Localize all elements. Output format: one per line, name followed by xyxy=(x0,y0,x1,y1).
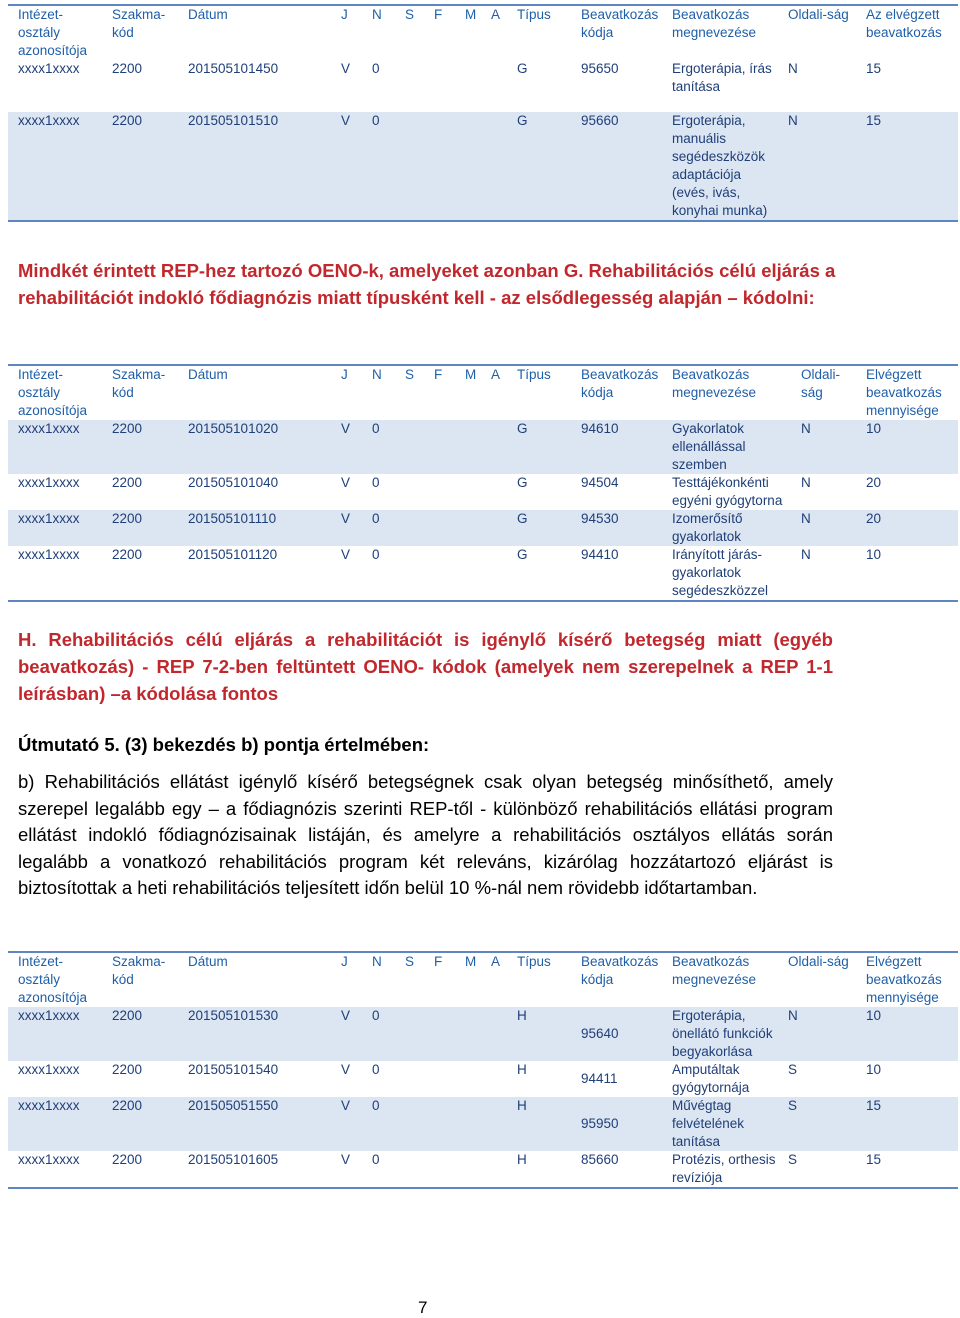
cell-n: 0 xyxy=(372,475,380,490)
cell-side: N xyxy=(791,420,856,474)
table-row xyxy=(8,420,958,474)
table-row xyxy=(8,1097,958,1151)
col-header: Szakma-kód xyxy=(112,954,166,987)
procedure-table-1 xyxy=(8,4,958,222)
cell-date: 201505101450 xyxy=(188,61,279,76)
cell-date: 201505101530 xyxy=(178,1007,331,1061)
col-header: N xyxy=(372,7,382,22)
cell-f xyxy=(424,60,455,96)
col-header: M xyxy=(465,7,477,22)
table-row xyxy=(8,474,958,510)
col-header: M xyxy=(465,367,477,382)
col-header: S xyxy=(405,954,415,969)
cell-specialty: 2200 xyxy=(102,1007,178,1061)
cell-j: V xyxy=(331,112,362,221)
cell-type: H xyxy=(517,1152,527,1167)
cell-type: H xyxy=(507,1097,571,1151)
cell-date: 201505101110 xyxy=(178,510,331,546)
cell-side: S xyxy=(788,1152,798,1167)
cell-date: 201505101120 xyxy=(188,547,278,562)
col-header: A xyxy=(491,7,501,22)
cell-code: 94610 xyxy=(571,420,662,474)
cell-institution: xxxx1xxxx xyxy=(18,475,80,490)
cell-s xyxy=(395,60,424,96)
cell-a xyxy=(481,60,507,96)
col-header: Beavatkozás kódja xyxy=(581,7,659,40)
cell-type: G xyxy=(517,61,528,76)
cell-type: G xyxy=(507,510,571,546)
table-row xyxy=(8,546,958,601)
col-header: Intézet-osztály azonosítója xyxy=(18,954,88,1005)
cell-side: N xyxy=(801,475,811,490)
col-header: Oldali-ság xyxy=(788,7,849,22)
cell-type: G xyxy=(517,475,528,490)
col-header: Típus xyxy=(517,367,551,382)
table-row xyxy=(8,510,958,546)
col-header: Az elvégzett beavatkozás xyxy=(866,7,942,40)
procedure-table-3 xyxy=(8,951,958,1189)
cell-name: Művégtag felvételének tanítása xyxy=(662,1097,778,1151)
cell-date: 201505101510 xyxy=(178,112,331,221)
cell-quantity: 10 xyxy=(866,547,882,562)
cell-date: 201505101020 xyxy=(178,420,331,474)
col-header: Beavatkozás megnevezése xyxy=(672,367,757,400)
cell-side: S xyxy=(788,1062,798,1077)
cell-name: Ergoterápia, önellátó funkciók begyakorlása xyxy=(662,1007,778,1061)
col-header: Elvégzett beavatkozás mennyisége xyxy=(866,367,942,418)
table-header-row xyxy=(8,952,958,1007)
table-row xyxy=(8,1007,958,1061)
col-header: Beavatkozás kódja xyxy=(581,367,659,400)
cell-j: V xyxy=(341,475,351,490)
col-header: Típus xyxy=(517,954,551,969)
col-header: Dátum xyxy=(188,7,228,22)
col-header: Szakma-kód xyxy=(112,7,166,40)
cell-name: Amputáltak gyógytornája xyxy=(672,1062,750,1095)
cell-name: Irányított járás-gyakorlatok segédeszközzel xyxy=(672,547,769,598)
cell-institution: xxxx1xxxx xyxy=(8,1097,102,1151)
col-header: Szakma-kód xyxy=(112,367,166,400)
col-header: Elvégzett beavatkozás mennyisége xyxy=(866,954,942,1005)
cell-side: N xyxy=(801,547,811,562)
cell-j: V xyxy=(341,61,351,76)
cell-institution: xxxx1xxxx xyxy=(8,510,102,546)
cell-j: V xyxy=(331,420,362,474)
cell-j: V xyxy=(341,1152,351,1167)
col-header: S xyxy=(405,367,415,382)
cell-type: G xyxy=(507,112,571,221)
cell-type: H xyxy=(507,1007,571,1061)
cell-side: N xyxy=(791,510,856,546)
table-row xyxy=(8,1151,958,1188)
cell-name: Protézis, orthesis revíziója xyxy=(672,1152,776,1185)
table-row xyxy=(8,60,958,96)
cell-quantity: 15 xyxy=(856,1097,958,1151)
col-header: A xyxy=(491,367,501,382)
cell-code: 94530 xyxy=(571,510,662,546)
table-header-row xyxy=(8,5,958,60)
cell-code: 94411 xyxy=(581,1071,618,1086)
col-header: Dátum xyxy=(188,367,228,382)
cell-institution: xxxx1xxxx xyxy=(18,547,80,562)
cell-institution: xxxx1xxxx xyxy=(18,1152,80,1167)
cell-quantity: 10 xyxy=(856,1007,958,1061)
cell-quantity: 15 xyxy=(856,112,958,221)
col-header: M xyxy=(465,954,477,969)
col-header: F xyxy=(434,954,443,969)
cell-quantity: 15 xyxy=(866,61,882,76)
cell-side: S xyxy=(778,1097,856,1151)
cell-date: 201505101540 xyxy=(188,1062,279,1077)
cell-quantity: 10 xyxy=(856,420,958,474)
cell-j: V xyxy=(341,1062,351,1077)
col-header: Oldali-ság xyxy=(801,367,841,400)
cell-n: 0 xyxy=(362,1097,395,1151)
cell-quantity: 20 xyxy=(866,475,882,490)
cell-specialty: 2200 xyxy=(112,1152,143,1167)
cell-n: 0 xyxy=(372,61,380,76)
col-header: J xyxy=(341,367,348,382)
cell-code: 95660 xyxy=(571,112,662,221)
cell-j: V xyxy=(341,547,351,562)
cell-code: 95650 xyxy=(581,61,619,76)
cell-specialty: 2200 xyxy=(102,510,178,546)
cell-j: V xyxy=(331,1007,362,1061)
cell-specialty: 2200 xyxy=(112,1062,143,1077)
cell-n: 0 xyxy=(372,1152,380,1167)
cell-m xyxy=(455,60,481,96)
cell-n: 0 xyxy=(362,1007,395,1061)
cell-j: V xyxy=(331,1097,362,1151)
col-header: Intézet-osztály azonosítója xyxy=(18,367,88,418)
cell-type: H xyxy=(517,1062,527,1077)
cell-institution: xxxx1xxxx xyxy=(8,1007,102,1061)
col-header: F xyxy=(434,367,443,382)
cell-specialty: 2200 xyxy=(112,475,143,490)
col-header: Beavatkozás megnevezése xyxy=(672,7,757,40)
cell-n: 0 xyxy=(362,420,395,474)
cell-institution: xxxx1xxxx xyxy=(8,112,102,221)
cell-institution: xxxx1xxxx xyxy=(8,420,102,474)
cell-specialty: 2200 xyxy=(112,61,143,76)
cell-side: N xyxy=(778,1007,856,1061)
cell-date: 201505051550 xyxy=(178,1097,331,1151)
cell-j: V xyxy=(331,510,362,546)
col-header: Típus xyxy=(517,7,551,22)
guide-reference: Útmutató 5. (3) bekezdés b) pontja értelmében: xyxy=(18,734,430,755)
cell-specialty: 2200 xyxy=(102,1097,178,1151)
cell-specialty: 2200 xyxy=(102,420,178,474)
col-header: Beavatkozás kódja xyxy=(581,954,659,987)
col-header: A xyxy=(491,954,501,969)
cell-side: N xyxy=(778,112,856,221)
cell-name: Testtájékonkénti egyéni gyógytorna xyxy=(672,475,783,508)
cell-n: 0 xyxy=(362,510,395,546)
col-header: Dátum xyxy=(188,954,228,969)
col-header: Intézet-osztály azonosítója xyxy=(18,7,88,58)
col-header: J xyxy=(341,7,348,22)
cell-name: Ergoterápia, manuális segédeszközök adaptációja (evés, ivás, konyhai munka) xyxy=(662,112,778,221)
col-header: N xyxy=(372,954,382,969)
cell-specialty: 2200 xyxy=(112,547,143,562)
cell-name: Ergoterápia, írás tanítása xyxy=(672,61,772,94)
cell-quantity: 20 xyxy=(856,510,958,546)
cell-quantity: 10 xyxy=(866,1062,882,1077)
table-header-row xyxy=(8,365,958,420)
cell-name: Izomerősítő gyakorlatok xyxy=(662,510,791,546)
cell-type: G xyxy=(517,547,528,562)
col-header: S xyxy=(405,7,415,22)
cell-quantity: 15 xyxy=(866,1152,882,1167)
cell-code: 85660 xyxy=(581,1152,619,1167)
cell-code: 95950 xyxy=(571,1097,662,1151)
table-row xyxy=(8,112,958,221)
col-header: F xyxy=(434,7,443,22)
cell-code: 94504 xyxy=(581,475,619,490)
col-header: J xyxy=(341,954,348,969)
cell-name: Gyakorlatok ellenállással szemben xyxy=(662,420,791,474)
col-header: Oldali-ság xyxy=(788,954,849,969)
cell-date: 201505101605 xyxy=(188,1152,279,1167)
cell-n: 0 xyxy=(372,1062,380,1077)
procedure-table-2 xyxy=(8,364,958,602)
cell-side: N xyxy=(788,61,798,76)
cell-specialty: 2200 xyxy=(102,112,178,221)
cell-type: G xyxy=(507,420,571,474)
page-number: 7 xyxy=(418,1298,428,1317)
section-h-heading: H. Rehabilitációs célú eljárás a rehabilitációt is igénylő kísérő betegség miatt (egyéb beavatkozás) - REP 7-2-ben feltüntett OENO- kódok (amelyek nem szerepelnek a REP 1-1 leírásban) –a kódolása fontos xyxy=(18,629,833,704)
cell-code: 94410 xyxy=(581,547,619,562)
guide-paragraph: b) Rehabilitációs ellátást igénylő kísérő betegségnek csak olyan betegség minősíthető, amely szerepel legalább egy – a fődiagnózis szerinti REP-től - különböző rehabilitációs ellátási program ellátást indokló fődiagnózisainak listáján, és amelyre a rehabilitációs osztályos ellátás során legalább a vonatkozó rehabilitációs program két releváns, kizárólag hozzátartozó eljárást is biztosítottak a heti rehabilitációs teljesített időn belül 10 %-nál nem rövidebb időtartamban. xyxy=(18,771,833,899)
table-row xyxy=(8,1061,958,1097)
cell-institution: xxxx1xxxx xyxy=(18,61,80,76)
cell-institution: xxxx1xxxx xyxy=(18,1062,80,1077)
col-header: N xyxy=(372,367,382,382)
col-header: Beavatkozás megnevezése xyxy=(672,954,757,987)
cell-date: 201505101040 xyxy=(188,475,279,490)
cell-code: 95640 xyxy=(571,1007,662,1061)
cell-n: 0 xyxy=(362,112,395,221)
cell-n: 0 xyxy=(372,547,380,562)
section-g-heading: Mindkét érintett REP-hez tartozó OENO-k, amelyeket azonban G. Rehabilitációs célú eljárás a rehabilitációt indokló fődiagnózis miatt típusként kell - az elsődlegesség alapján – kódolni: xyxy=(18,260,836,308)
